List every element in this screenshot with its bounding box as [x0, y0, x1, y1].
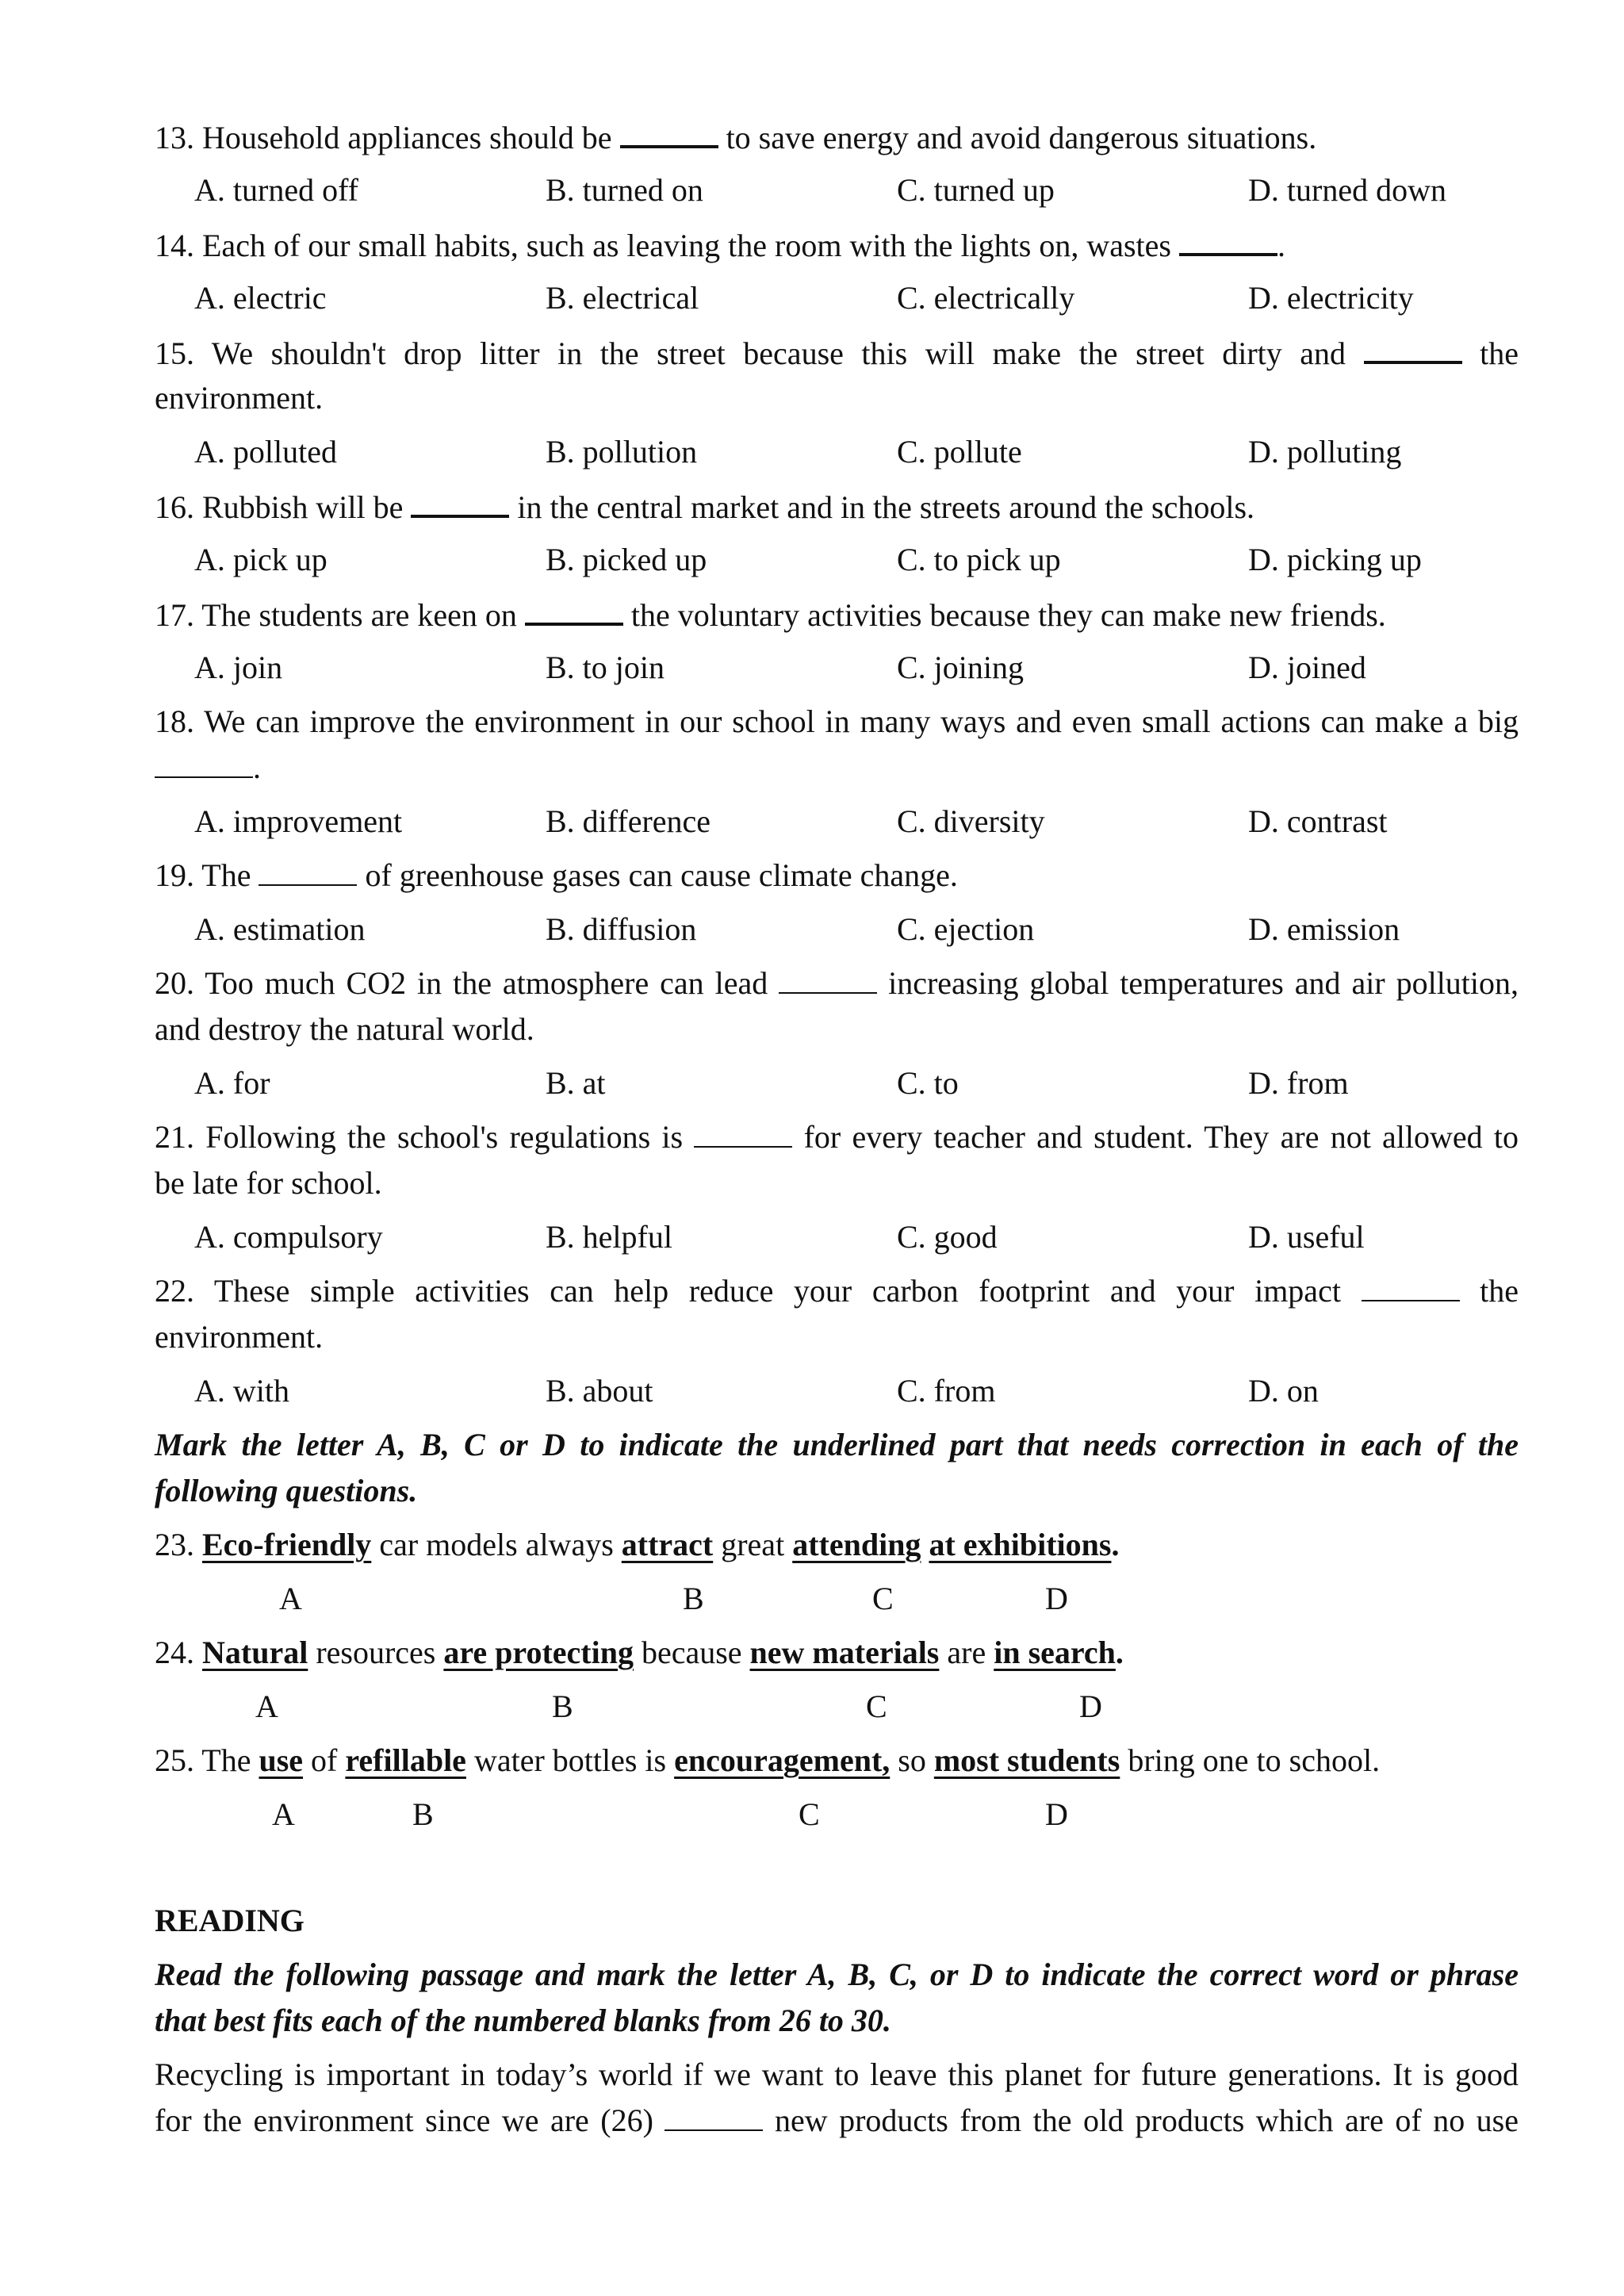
q20-option-c: C. to — [897, 1065, 959, 1101]
q24-letter-c: C — [866, 1688, 887, 1724]
answer-blank — [411, 483, 509, 518]
reading-instruction: Read the following passage and mark the letter A, B, C, or D to indicate the correct word or phrase — [155, 1957, 1519, 1992]
underlined-part-b: refillable — [345, 1742, 466, 1778]
q15-option-d: D. polluting — [1248, 434, 1402, 470]
question-25: 25. The use of refillable water bottles is encouragement, so most students bring one to school. — [155, 1742, 1381, 1778]
q14-option-c: C. electrically — [897, 280, 1075, 316]
correction-instruction: Mark the letter A, B, C or D to indicate the underlined part that needs correction in each of the — [155, 1427, 1519, 1462]
reading-heading: READING — [155, 1903, 304, 1938]
q14-option-a: A. electric — [194, 280, 327, 316]
q18-option-b: B. difference — [546, 803, 711, 839]
question-21-line2: be late for school. — [155, 1165, 382, 1201]
q17-option-d: D. joined — [1248, 650, 1366, 685]
q24-letter-b: B — [552, 1688, 573, 1724]
answer-blank-26 — [665, 2098, 763, 2131]
q17-option-a: A. join — [194, 650, 283, 685]
question-16: 16. Rubbish will be in the central market and in the streets around the schools. — [155, 483, 1519, 531]
q23-letter-a: A — [279, 1581, 302, 1616]
q25-letter-d: D — [1045, 1796, 1068, 1832]
q14-option-b: B. electrical — [546, 280, 699, 316]
question-18: 18. We can improve the environment in our school in many ways and even small actions can make a big — [155, 703, 1519, 739]
underlined-part-d: at exhibitions — [929, 1527, 1112, 1562]
answer-blank — [1364, 329, 1462, 364]
answer-blank — [620, 113, 718, 148]
q23-letter-d: D — [1045, 1581, 1068, 1616]
q19-option-a: A. estimation — [194, 911, 366, 947]
answer-blank — [259, 853, 357, 886]
q15-option-b: B. pollution — [546, 434, 698, 470]
q20-option-d: D. from — [1248, 1065, 1349, 1101]
q20-option-a: A. for — [194, 1065, 270, 1101]
question-20: 20. Too much CO2 in the atmosphere can lead increasing global temperatures and air pollution, — [155, 960, 1519, 1006]
q24-letter-a: A — [255, 1688, 278, 1724]
answer-blank — [1362, 1268, 1460, 1301]
q13-option-b: B. turned on — [546, 172, 703, 208]
question-15-line2: environment. — [155, 380, 324, 416]
reading-instruction-line2: that best fits each of the numbered blanks from 26 to 30. — [155, 2003, 891, 2038]
reading-passage-line1: Recycling is important in today’s world if we want to leave this planet for future generations. It is good — [155, 2056, 1519, 2092]
question-21: 21. Following the school's regulations is for every teacher and student. They are not allowed to — [155, 1114, 1519, 1160]
q25-letter-b: B — [412, 1796, 434, 1832]
underlined-part-a: Natural — [202, 1635, 308, 1670]
question-20-line2: and destroy the natural world. — [155, 1011, 534, 1047]
underlined-part-c: encouragement, — [674, 1742, 891, 1778]
q16-option-d: D. picking up — [1248, 542, 1422, 577]
q19-option-d: D. emission — [1248, 911, 1400, 947]
question-15: 15. We shouldn't drop litter in the street because this will make the street dirty and the — [155, 329, 1519, 377]
question-22: 22. These simple activities can help reduce your carbon footprint and your impact the — [155, 1268, 1519, 1314]
q21-option-d: D. useful — [1248, 1219, 1365, 1255]
q16-option-b: B. picked up — [546, 542, 707, 577]
q13-option-d: D. turned down — [1248, 172, 1446, 208]
q24-letter-d: D — [1079, 1688, 1102, 1724]
underlined-part-d: most students — [933, 1742, 1120, 1778]
underlined-part-c: attending — [792, 1527, 921, 1562]
question-14: 14. Each of our small habits, such as leaving the room with the lights on, wastes . — [155, 221, 1519, 269]
q17-option-c: C. joining — [897, 650, 1025, 685]
underlined-part-d: in search — [994, 1635, 1116, 1670]
q20-option-b: B. at — [546, 1065, 606, 1101]
answer-blank — [694, 1114, 792, 1148]
answer-blank — [1179, 221, 1277, 256]
q22-option-b: B. about — [546, 1373, 653, 1409]
q23-letter-b: B — [683, 1581, 704, 1616]
q15-option-c: C. pollute — [897, 434, 1022, 470]
underlined-part-b: are protecting — [443, 1635, 634, 1670]
q22-option-a: A. with — [194, 1373, 289, 1409]
answer-blank — [155, 745, 253, 778]
underlined-part-b: attract — [621, 1527, 714, 1562]
q22-option-c: C. from — [897, 1373, 996, 1409]
question-23: 23. Eco-friendly car models always attract great attending at exhibitions. — [155, 1527, 1120, 1562]
q18-option-c: C. diversity — [897, 803, 1045, 839]
q18-option-d: D. contrast — [1248, 803, 1388, 839]
question-19: 19. The of greenhouse gases can cause climate change. — [155, 853, 1519, 899]
underlined-part-a: use — [259, 1742, 304, 1778]
q25-letter-a: A — [272, 1796, 295, 1832]
q25-letter-c: C — [799, 1796, 820, 1832]
q15-option-a: A. polluted — [194, 434, 337, 470]
underlined-part-a: Eco-friendly — [202, 1527, 372, 1562]
question-17: 17. The students are keen on the voluntary activities because they can make new friends. — [155, 591, 1519, 638]
q18-option-a: A. improvement — [194, 803, 403, 839]
answer-blank — [525, 591, 623, 626]
underlined-part-c: new materials — [749, 1635, 940, 1670]
question-24: 24. Natural resources are protecting because new materials are in search. — [155, 1635, 1124, 1670]
q19-option-c: C. ejection — [897, 911, 1035, 947]
question-22-line2: environment. — [155, 1319, 324, 1355]
q13-option-c: C. turned up — [897, 172, 1055, 208]
q21-option-a: A. compulsory — [194, 1219, 383, 1255]
q13-option-a: A. turned off — [194, 172, 358, 208]
reading-passage-line2: for the environment since we are (26) new products from the old products which are of no use — [155, 2098, 1519, 2144]
q14-option-d: D. electricity — [1248, 280, 1414, 316]
q21-option-c: C. good — [897, 1219, 998, 1255]
q21-option-b: B. helpful — [546, 1219, 672, 1255]
answer-blank — [779, 960, 877, 994]
q19-option-b: B. diffusion — [546, 911, 697, 947]
q16-option-a: A. pick up — [194, 542, 327, 577]
q16-option-c: C. to pick up — [897, 542, 1061, 577]
correction-instruction-line2: following questions. — [155, 1473, 418, 1508]
question-13: 13. Household appliances should be to save energy and avoid dangerous situations. — [155, 113, 1519, 161]
q23-letter-c: C — [872, 1581, 894, 1616]
q17-option-b: B. to join — [546, 650, 665, 685]
question-18-line2: . — [155, 745, 1519, 791]
q22-option-d: D. on — [1248, 1373, 1319, 1409]
